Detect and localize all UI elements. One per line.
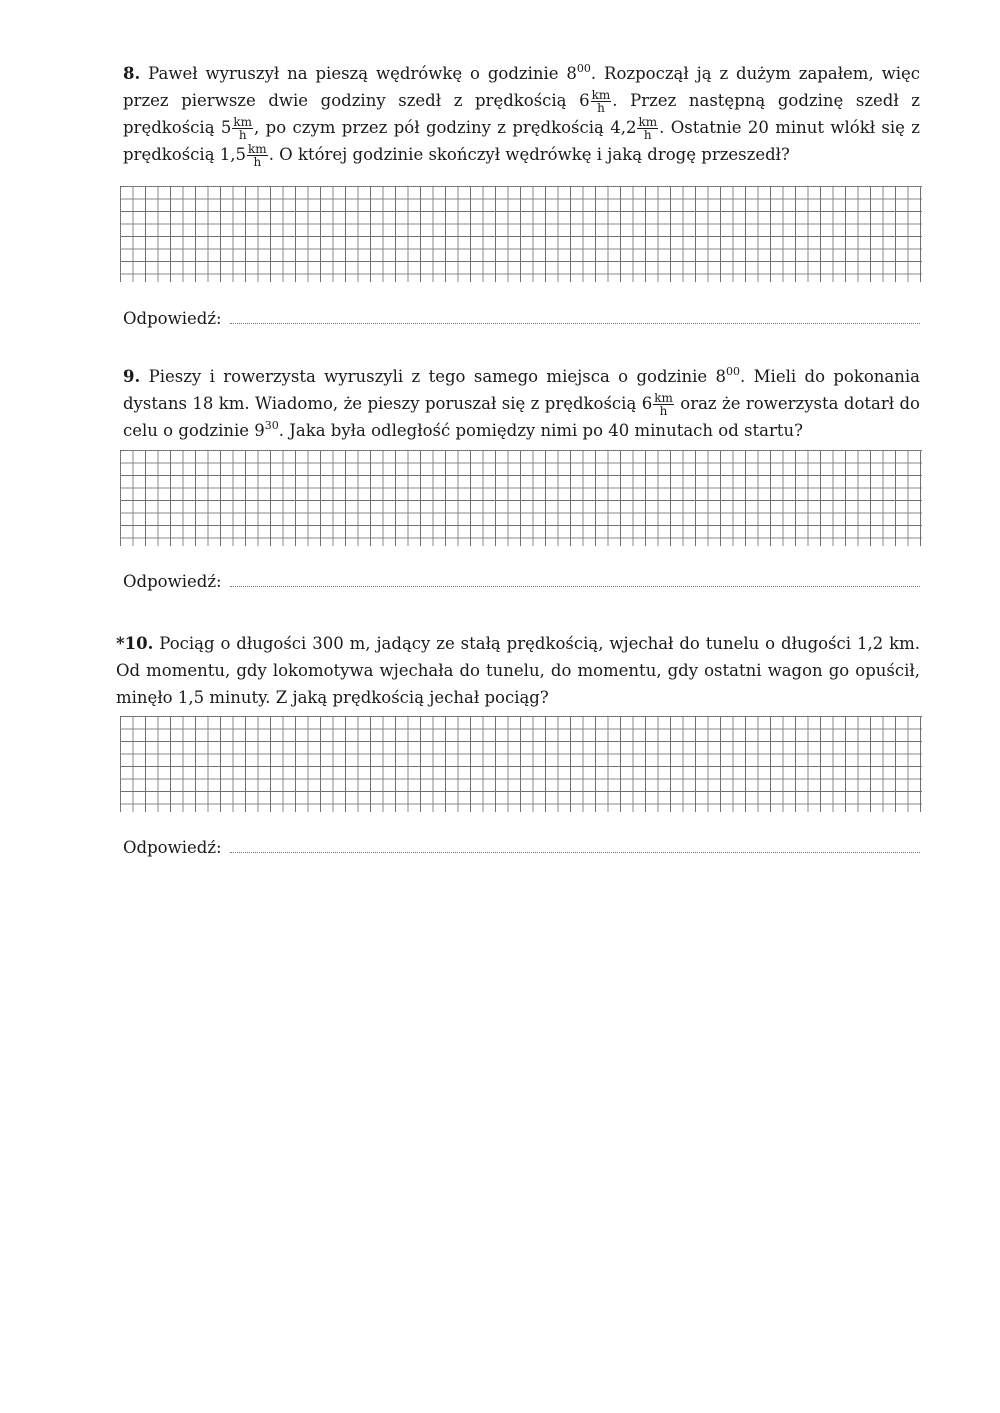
answer-line-8[interactable] [123,304,920,328]
solution-grid-9[interactable] [120,450,922,546]
problem-text: oraz że rowerzysta dotarł do celu o godzinie 9 [123,394,920,440]
answer-dotted-line[interactable] [230,586,920,587]
problem-text: . Mieli do pokonania dystans 18 km. Wiadomo, że pieszy poruszał się z prędkością 6 [123,367,921,413]
unit-fraction [637,117,658,140]
problem-9-text [123,363,920,444]
problem-text: . Przez następną godzinę szedł z prędkością 5 [123,91,920,137]
problem-text: , po czym przez pół godziny z prędkością 4,2 [254,118,637,137]
answer-label: Odpowiedź: [123,572,222,591]
answer-label: Odpowiedź: [123,838,222,857]
unit-denominator: h [659,404,668,418]
unit-fraction [591,90,612,113]
time-superscript: 30 [264,419,279,432]
unit-numerator: km [248,142,267,156]
unit-denominator: h [597,101,605,115]
unit-numerator: km [591,88,611,102]
unit-numerator: km [654,391,673,405]
problem-8-text [123,60,920,168]
time-superscript: 00 [726,365,741,378]
answer-label: Odpowiedź: [123,309,222,328]
problem-number: *10. [116,634,154,653]
unit-numerator: km [638,115,658,129]
time-superscript: 00 [576,62,591,75]
problem-number: 9. [123,367,141,386]
unit-fraction [653,393,674,416]
answer-dotted-line[interactable] [230,852,920,853]
problem-text: . O której godzinie skończył wędrówkę i jaką drogę przeszedł? [268,145,790,164]
answer-line-9[interactable] [123,567,920,591]
problem-text: Pieszy i rowerzysta wyruszyli z tego samego miejsca o godzinie 8 [148,367,727,386]
problem-text: Pociąg o długości 300 m, jadący ze stałą prędkością, wjechał do tunelu o długości 1,2 km. Od momentu, gdy lokomotywa wjechała do tunelu, do momentu, gdy ostatni wagon go opuścił, minęło 1,5 minuty. Z jaką prędkością jechał pociąg? [116,634,920,707]
unit-denominator: h [238,128,247,142]
problem-number: 8. [123,64,141,83]
unit-numerator: km [233,115,253,129]
answer-dotted-line[interactable] [230,323,920,324]
problem-text: . Ostatnie 20 minut wlókł się z prędkością 1,5 [123,118,920,164]
problem-10-text [116,630,920,711]
problem-text: . Rozpoczął ją z dużym zapałem, więc przez pierwsze dwie godziny szedł z prędkością 6 [123,64,920,110]
problem-text: . Jaka była odległość pomiędzy nimi po 40 minutach od startu? [278,421,803,440]
problem-text: Paweł wyruszył na pieszą wędrówkę o godzinie 8 [148,64,577,83]
unit-fraction [232,117,253,140]
unit-denominator: h [643,128,652,142]
unit-denominator: h [253,155,262,169]
unit-fraction [247,144,268,167]
solution-grid-10[interactable] [120,716,922,812]
solution-grid-8[interactable] [120,186,922,282]
answer-line-10[interactable] [123,833,920,857]
